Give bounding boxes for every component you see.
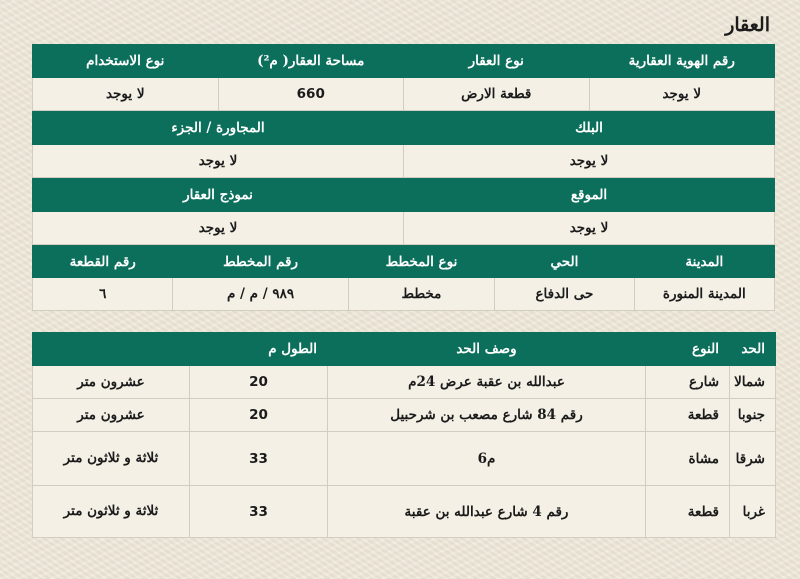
table-row bbox=[33, 366, 776, 399]
cell-length-words: ثلاثة و ثلاثون متر bbox=[33, 432, 190, 486]
value-block: لا يوجد bbox=[404, 145, 775, 178]
cell-length-words: عشرون متر bbox=[33, 399, 190, 432]
section-title: العقار bbox=[725, 14, 770, 36]
cell-length: 20 bbox=[190, 399, 328, 432]
header-property-model: نموذج العقار bbox=[33, 179, 404, 212]
header-property-type: نوع العقار bbox=[404, 45, 590, 78]
cell-boundary-type: شارع bbox=[646, 366, 730, 399]
block-neighborhood-table bbox=[32, 111, 775, 178]
header-property-area: مساحة العقار( م²) bbox=[218, 45, 404, 78]
value-usage-type: لا يوجد bbox=[33, 78, 219, 111]
property-info-table bbox=[32, 44, 775, 111]
value-city: المدينة المنورة bbox=[634, 278, 774, 311]
value-location: لا يوجد bbox=[404, 212, 775, 245]
cell-length: 33 bbox=[190, 486, 328, 538]
cell-boundary-type: قطعة bbox=[646, 486, 730, 538]
header-plan-type: نوع المخطط bbox=[348, 246, 495, 278]
header-location: الموقع bbox=[404, 179, 775, 212]
header-length: الطول م bbox=[33, 333, 328, 366]
header-neighborhood-part: المجاورة / الجزء bbox=[33, 112, 404, 145]
table-row bbox=[33, 432, 776, 486]
value-plan-number: ٩٨٩ / م / م bbox=[173, 278, 348, 311]
value-district: حى الدفاع bbox=[495, 278, 634, 311]
cell-boundary-description: عبدالله بن عقبة عرض 24م bbox=[328, 366, 646, 399]
value-plan-type: مخطط bbox=[348, 278, 495, 311]
header-boundary: الحد bbox=[730, 333, 776, 366]
value-property-area: 660 bbox=[218, 78, 404, 111]
cell-length-words: ثلاثة و ثلاثون متر bbox=[33, 486, 190, 538]
value-property-type: قطعة الارض bbox=[404, 78, 590, 111]
cell-boundary-description: م6 bbox=[328, 432, 646, 486]
value-plot-number: ٦ bbox=[33, 278, 173, 311]
header-block: البلك bbox=[404, 112, 775, 145]
plan-info-table bbox=[32, 245, 775, 311]
cell-length: 33 bbox=[190, 432, 328, 486]
cell-boundary-description: رقم 84 شارع مصعب بن شرحبيل bbox=[328, 399, 646, 432]
header-plot-number: رقم القطعة bbox=[33, 246, 173, 278]
boundaries-table bbox=[32, 332, 776, 538]
location-model-table bbox=[32, 178, 775, 245]
table-row bbox=[33, 486, 776, 538]
cell-length-words: عشرون متر bbox=[33, 366, 190, 399]
value-neighborhood-part: لا يوجد bbox=[33, 145, 404, 178]
cell-length: 20 bbox=[190, 366, 328, 399]
cell-boundary: شمالا bbox=[730, 366, 776, 399]
header-property-id: رقم الهوية العقارية bbox=[589, 45, 775, 78]
value-property-model: لا يوجد bbox=[33, 212, 404, 245]
table-row bbox=[33, 399, 776, 432]
header-district: الحي bbox=[495, 246, 634, 278]
header-plan-number: رقم المخطط bbox=[173, 246, 348, 278]
header-boundary-type: النوع bbox=[646, 333, 730, 366]
cell-boundary-type: قطعة bbox=[646, 399, 730, 432]
cell-boundary-description: رقم 4 شارع عبدالله بن عقبة bbox=[328, 486, 646, 538]
header-usage-type: نوع الاستخدام bbox=[33, 45, 219, 78]
header-city: المدينة bbox=[634, 246, 774, 278]
cell-boundary: غربا bbox=[730, 486, 776, 538]
cell-boundary: شرقا bbox=[730, 432, 776, 486]
value-property-id: لا يوجد bbox=[589, 78, 775, 111]
cell-boundary-type: مشاة bbox=[646, 432, 730, 486]
header-boundary-description: وصف الحد bbox=[328, 333, 646, 366]
cell-boundary: جنوبا bbox=[730, 399, 776, 432]
